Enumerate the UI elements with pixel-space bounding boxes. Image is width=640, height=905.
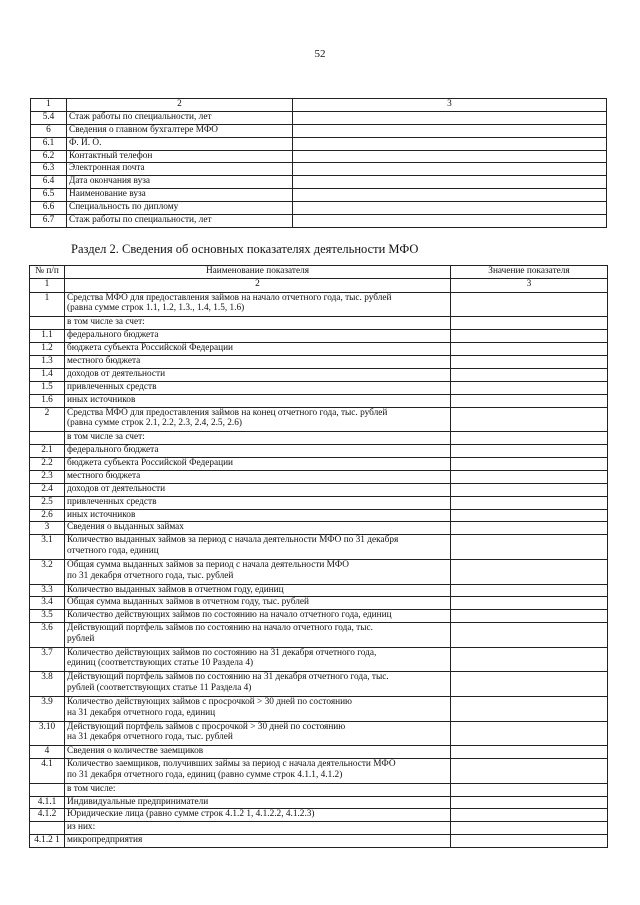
row-number: 4.1.1 bbox=[30, 796, 65, 809]
row-number: 3.4 bbox=[30, 597, 65, 610]
row-value-cell[interactable] bbox=[293, 111, 607, 124]
table-row bbox=[31, 215, 607, 228]
row-number bbox=[30, 432, 65, 445]
row-number: 4 bbox=[30, 746, 65, 759]
row-number: 1.4 bbox=[30, 368, 65, 381]
indicator-name-line: бюджета субъекта Российской Федерации bbox=[67, 343, 234, 354]
section-title: Раздел 2. Сведения об основных показателях деятельности МФО bbox=[71, 242, 419, 256]
indicator-value-cell[interactable] bbox=[451, 343, 608, 356]
row-value-cell[interactable] bbox=[293, 163, 607, 176]
indicator-name-line: иных источников bbox=[67, 394, 136, 405]
row-label: Ф. И. О. bbox=[67, 137, 293, 150]
indicator-value-cell[interactable] bbox=[451, 623, 608, 648]
row-number: 6.3 bbox=[31, 163, 67, 176]
indicator-name-line: по 31 декабря отчетного года, тыс. рублей bbox=[67, 570, 234, 581]
row-number: 6.2 bbox=[31, 150, 67, 163]
indicator-name-line: Индивидуальные предприниматели bbox=[67, 796, 209, 807]
row-number: 2.3 bbox=[30, 470, 65, 483]
table-row bbox=[30, 535, 608, 560]
row-number: 3.5 bbox=[30, 610, 65, 623]
indicator-name-line: бюджета субъекта Российской Федерации bbox=[67, 457, 234, 468]
indicator-name bbox=[65, 368, 451, 381]
row-number: 3.6 bbox=[30, 623, 65, 648]
indicator-name-line: Действующий портфель займов по состоянию на 31 декабря отчетного года, тыс. bbox=[67, 672, 389, 683]
table-row bbox=[30, 647, 608, 672]
indicator-name-line: Действующий портфель займов с просрочкой > 30 дней по состоянию bbox=[67, 721, 346, 732]
table-row bbox=[30, 432, 608, 445]
indicator-value-cell[interactable] bbox=[451, 672, 608, 697]
table-subheader-row bbox=[30, 279, 608, 292]
indicator-name-line: Средства МФО для предоставления займов на начало отчетного года, тыс. рублей bbox=[67, 292, 392, 303]
indicator-value-cell[interactable] bbox=[451, 470, 608, 483]
indicator-name-line: федерального бюджета bbox=[67, 445, 159, 456]
header-num: № п/п bbox=[30, 266, 65, 279]
row-number: 3.9 bbox=[30, 696, 65, 721]
row-number: 3.10 bbox=[30, 721, 65, 746]
indicator-value-cell[interactable] bbox=[451, 835, 608, 848]
table-row bbox=[30, 368, 608, 381]
indicator-name-line: федерального бюджета bbox=[67, 330, 159, 341]
row-number: 3 bbox=[30, 522, 65, 535]
indicator-name bbox=[65, 292, 451, 317]
row-number: 3.1 bbox=[30, 535, 65, 560]
row-number: 4.1.2 1 bbox=[30, 835, 65, 848]
header-cell: 2 bbox=[67, 99, 293, 112]
indicator-name-line: из них: bbox=[67, 822, 96, 833]
table-row bbox=[30, 496, 608, 509]
header-value: Значение показателя bbox=[451, 266, 608, 279]
subheader-cell: 1 bbox=[30, 279, 65, 292]
row-number: 4.1.2 bbox=[30, 809, 65, 822]
indicator-name-line: (равна сумме строк 2.1, 2.2, 2.3, 2.4, 2.5, 2.6) bbox=[67, 418, 242, 429]
indicator-value-cell[interactable] bbox=[451, 509, 608, 522]
indicator-name bbox=[65, 597, 451, 610]
table-row bbox=[30, 696, 608, 721]
indicator-name bbox=[65, 535, 451, 560]
row-label: Контактный телефон bbox=[67, 150, 293, 163]
indicator-name-line: местного бюджета bbox=[67, 356, 141, 367]
indicator-value-cell[interactable] bbox=[451, 721, 608, 746]
indicator-name bbox=[65, 509, 451, 522]
indicator-name bbox=[65, 809, 451, 822]
header-cell: 1 bbox=[31, 99, 67, 112]
table-row bbox=[31, 150, 607, 163]
indicator-value-cell[interactable] bbox=[451, 457, 608, 470]
row-number: 3.2 bbox=[30, 559, 65, 584]
row-label: Наименование вуза bbox=[67, 189, 293, 202]
table-row bbox=[30, 783, 608, 796]
table-row bbox=[30, 721, 608, 746]
row-number: 1.5 bbox=[30, 381, 65, 394]
indicator-value-cell[interactable] bbox=[451, 432, 608, 445]
table-row bbox=[30, 835, 608, 848]
table-row bbox=[30, 407, 608, 432]
table-row bbox=[31, 111, 607, 124]
table-header-row bbox=[30, 266, 608, 279]
indicator-name-line: на 31 декабря отчетного года, единиц bbox=[67, 707, 216, 718]
row-number: 2.6 bbox=[30, 509, 65, 522]
indicator-name bbox=[65, 496, 451, 509]
indicator-name-line: привлеченных средств bbox=[67, 496, 157, 507]
indicator-value-cell[interactable] bbox=[451, 584, 608, 597]
indicator-name-line: на 31 декабря отчетного года, тыс. рублей bbox=[67, 732, 233, 743]
page-number: 52 bbox=[314, 48, 326, 60]
header-cell: 3 bbox=[293, 99, 607, 112]
indicator-name-line: Сведения о количестве заемщиков bbox=[67, 746, 204, 757]
row-number: 3.3 bbox=[30, 584, 65, 597]
indicator-name bbox=[65, 672, 451, 697]
indicator-name bbox=[65, 317, 451, 330]
row-number: 5.4 bbox=[31, 111, 67, 124]
indicator-value-cell[interactable] bbox=[451, 597, 608, 610]
table-row bbox=[30, 597, 608, 610]
indicator-name-line: микропредприятия bbox=[67, 835, 143, 846]
indicator-value-cell[interactable] bbox=[451, 483, 608, 496]
indicator-value-cell[interactable] bbox=[451, 783, 608, 796]
indicator-value-cell[interactable] bbox=[451, 522, 608, 535]
row-number: 1.2 bbox=[30, 343, 65, 356]
indicator-name-line: в том числе: bbox=[67, 783, 116, 794]
table-row bbox=[30, 356, 608, 369]
indicator-name bbox=[65, 457, 451, 470]
row-value-cell[interactable] bbox=[293, 137, 607, 150]
row-number bbox=[30, 783, 65, 796]
manager-info-table bbox=[30, 98, 607, 228]
indicator-name-line: иных источников bbox=[67, 509, 136, 520]
row-number: 4.1 bbox=[30, 759, 65, 784]
indicator-name-line: Количество выданных займов в отчетном году, единиц bbox=[67, 584, 284, 595]
row-number bbox=[30, 317, 65, 330]
row-number: 6.6 bbox=[31, 202, 67, 215]
row-number: 2.4 bbox=[30, 483, 65, 496]
indicator-name bbox=[65, 483, 451, 496]
indicator-name bbox=[65, 470, 451, 483]
indicator-value-cell[interactable] bbox=[451, 809, 608, 822]
row-value-cell[interactable] bbox=[293, 124, 607, 137]
row-number: 6.5 bbox=[31, 189, 67, 202]
table-row bbox=[30, 394, 608, 407]
indicator-name bbox=[65, 356, 451, 369]
indicator-value-cell[interactable] bbox=[451, 796, 608, 809]
indicator-name bbox=[65, 559, 451, 584]
row-number: 6.1 bbox=[31, 137, 67, 150]
row-number: 2.2 bbox=[30, 457, 65, 470]
indicator-name-line: по 31 декабря отчетного года, единиц (равно сумме строк 4.1.1, 4.1.2) bbox=[67, 769, 343, 780]
indicator-name bbox=[65, 445, 451, 458]
row-value-cell[interactable] bbox=[293, 176, 607, 189]
indicator-name-line: Общая сумма выданных займов за период с начала деятельности МФО bbox=[67, 559, 349, 570]
indicator-name bbox=[65, 647, 451, 672]
indicator-name-line: Количество действующих займов с просрочкой > 30 дней по состоянию bbox=[67, 696, 353, 707]
indicator-name bbox=[65, 746, 451, 759]
row-number: 1.6 bbox=[30, 394, 65, 407]
table-row bbox=[30, 623, 608, 648]
indicator-name-line: Сведения о выданных займах bbox=[67, 522, 184, 533]
header-name: Наименование показателя bbox=[65, 266, 451, 279]
indicator-name bbox=[65, 584, 451, 597]
indicators-table bbox=[29, 265, 608, 848]
table-row bbox=[30, 381, 608, 394]
indicator-value-cell[interactable] bbox=[451, 368, 608, 381]
row-number: 6.4 bbox=[31, 176, 67, 189]
row-number bbox=[30, 822, 65, 835]
indicator-value-cell[interactable] bbox=[451, 381, 608, 394]
indicator-name-line: Количество действующих займов по состоянию на начало отчетного года, единиц bbox=[67, 610, 392, 621]
row-number: 2.5 bbox=[30, 496, 65, 509]
indicator-value-cell[interactable] bbox=[451, 292, 608, 317]
indicator-value-cell[interactable] bbox=[451, 394, 608, 407]
indicator-name-line: доходов от деятельности bbox=[67, 483, 166, 494]
indicator-name bbox=[65, 796, 451, 809]
indicator-value-cell[interactable] bbox=[451, 445, 608, 458]
row-number: 1.3 bbox=[30, 356, 65, 369]
table-row bbox=[30, 522, 608, 535]
indicator-name bbox=[65, 381, 451, 394]
indicator-name-line: Количество заемщиков, получивших займы за период с начала деятельности МФО bbox=[67, 759, 396, 770]
table-row bbox=[30, 483, 608, 496]
row-label: Электронная почта bbox=[67, 163, 293, 176]
table-row bbox=[30, 445, 608, 458]
indicator-name-line: Средства МФО для предоставления займов на конец отчетного года, тыс. рублей bbox=[67, 407, 388, 418]
indicator-name-line: местного бюджета bbox=[67, 470, 141, 481]
table-row bbox=[30, 509, 608, 522]
indicator-name-line: привлеченных средств bbox=[67, 381, 157, 392]
table-row bbox=[30, 317, 608, 330]
row-value-cell[interactable] bbox=[293, 189, 607, 202]
indicator-name-line: единиц (соответствующих статье 10 Раздела 4) bbox=[67, 658, 254, 669]
table-row bbox=[31, 176, 607, 189]
table-row bbox=[31, 189, 607, 202]
indicator-value-cell[interactable] bbox=[451, 317, 608, 330]
row-number: 3.8 bbox=[30, 672, 65, 697]
indicator-name-line: (равна сумме строк 1.1, 1.2, 1.3., 1.4, 1.5, 1.6) bbox=[67, 303, 245, 314]
indicator-name-line: Общая сумма выданных займов в отчетном году, тыс. рублей bbox=[67, 597, 309, 608]
row-label: Сведения о главном бухгалтере МФО bbox=[67, 124, 293, 137]
indicator-name-line: отчетного года, единиц bbox=[67, 545, 159, 556]
indicator-name bbox=[65, 759, 451, 784]
table-row bbox=[30, 759, 608, 784]
indicator-name-line: Действующий портфель займов по состоянию на начало отчетного года, тыс. bbox=[67, 623, 373, 634]
indicator-name bbox=[65, 330, 451, 343]
table-row bbox=[30, 672, 608, 697]
table-row bbox=[30, 746, 608, 759]
indicator-name bbox=[65, 522, 451, 535]
indicator-name bbox=[65, 822, 451, 835]
table-row bbox=[30, 292, 608, 317]
table-row bbox=[30, 796, 608, 809]
subheader-cell: 2 bbox=[65, 279, 451, 292]
indicator-name bbox=[65, 721, 451, 746]
table-row bbox=[30, 457, 608, 470]
indicator-value-cell[interactable] bbox=[451, 356, 608, 369]
indicator-name bbox=[65, 783, 451, 796]
indicator-value-cell[interactable] bbox=[451, 407, 608, 432]
row-number: 3.7 bbox=[30, 647, 65, 672]
row-label: Стаж работы по специальности, лет bbox=[67, 215, 293, 228]
row-number: 1 bbox=[30, 292, 65, 317]
indicator-name bbox=[65, 432, 451, 445]
indicator-name bbox=[65, 610, 451, 623]
indicator-value-cell[interactable] bbox=[451, 496, 608, 509]
indicator-name bbox=[65, 407, 451, 432]
indicator-value-cell[interactable] bbox=[451, 822, 608, 835]
table-row bbox=[30, 809, 608, 822]
indicator-name-line: Количество действующих займов по состоянию на 31 декабря отчетного года, bbox=[67, 647, 377, 658]
indicator-name bbox=[65, 835, 451, 848]
row-label: Специальность по диплому bbox=[67, 202, 293, 215]
row-number: 6.7 bbox=[31, 215, 67, 228]
indicator-value-cell[interactable] bbox=[451, 610, 608, 623]
row-number: 1.1 bbox=[30, 330, 65, 343]
table-row bbox=[30, 330, 608, 343]
row-number: 2 bbox=[30, 407, 65, 432]
row-value-cell[interactable] bbox=[293, 150, 607, 163]
subheader-cell: 3 bbox=[451, 279, 608, 292]
indicator-value-cell[interactable] bbox=[451, 746, 608, 759]
indicator-value-cell[interactable] bbox=[451, 647, 608, 672]
indicator-value-cell[interactable] bbox=[451, 330, 608, 343]
indicator-name bbox=[65, 343, 451, 356]
indicator-name-line: в том числе за счет: bbox=[67, 317, 145, 328]
indicator-value-cell[interactable] bbox=[451, 559, 608, 584]
row-value-cell[interactable] bbox=[293, 215, 607, 228]
table-row bbox=[30, 584, 608, 597]
table-row bbox=[31, 124, 607, 137]
row-number: 6 bbox=[31, 124, 67, 137]
indicator-name-line: рублей (соответствующих статье 11 Раздела 4) bbox=[67, 682, 252, 693]
table-row bbox=[31, 163, 607, 176]
indicator-name bbox=[65, 696, 451, 721]
table-row bbox=[30, 822, 608, 835]
table-row bbox=[30, 559, 608, 584]
indicator-value-cell[interactable] bbox=[451, 696, 608, 721]
indicator-name-line: Количество выданных займов за период с начала деятельности МФО по 31 декабря bbox=[67, 535, 399, 546]
indicator-name-line: в том числе за счет: bbox=[67, 432, 145, 443]
table-row bbox=[30, 343, 608, 356]
indicator-value-cell[interactable] bbox=[451, 759, 608, 784]
row-label: Дата окончания вуза bbox=[67, 176, 293, 189]
table-row bbox=[30, 470, 608, 483]
indicator-name bbox=[65, 623, 451, 648]
indicator-name-line: Юридические лица (равно сумме строк 4.1.2 1, 4.1.2.2, 4.1.2.3) bbox=[67, 809, 315, 820]
table-header-row bbox=[31, 99, 607, 112]
indicator-name-line: доходов от деятельности bbox=[67, 368, 166, 379]
table-row bbox=[31, 202, 607, 215]
row-value-cell[interactable] bbox=[293, 202, 607, 215]
indicator-name bbox=[65, 394, 451, 407]
indicator-name-line: рублей bbox=[67, 633, 95, 644]
table-row bbox=[30, 610, 608, 623]
row-number: 2.1 bbox=[30, 445, 65, 458]
row-label: Стаж работы по специальности, лет bbox=[67, 111, 293, 124]
indicator-value-cell[interactable] bbox=[451, 535, 608, 560]
table-row bbox=[31, 137, 607, 150]
